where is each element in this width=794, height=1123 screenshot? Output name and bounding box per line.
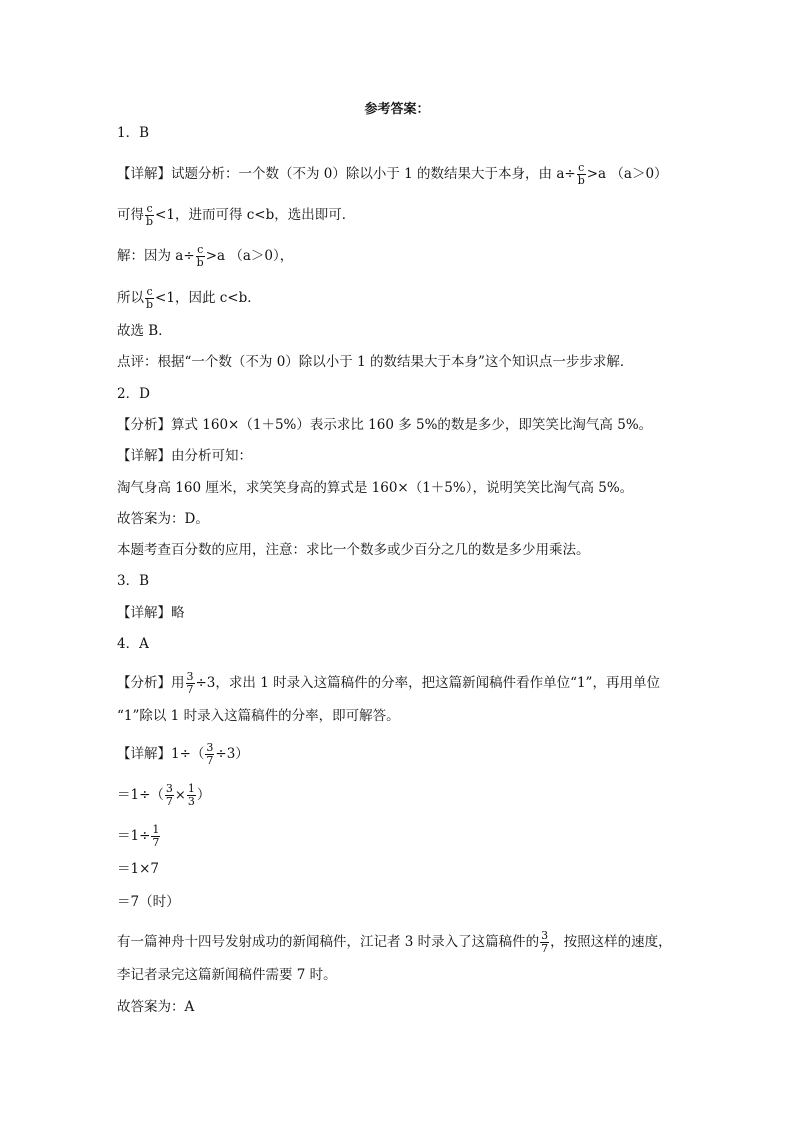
q1-detail-text-b: >a （a＞0）	[586, 166, 668, 182]
q2-answer: 2．D	[117, 386, 150, 402]
fraction-c-over-b: $\frac{c}{b}$	[577, 161, 585, 187]
q3-detail: 【详解】略	[117, 605, 185, 621]
q2-detail: 【详解】由分析可知：	[117, 448, 252, 464]
q1-solution-line-2: 所以 $\frac{c}{b}$ <1，因此 c<b．	[117, 285, 261, 311]
q4-analysis-line-1: 【分析】用 $\frac{3}{7}$ ÷3，求出 1 时录入这篇稿件的分率，把这篇新闻稿件看作单位“1”，再用单位	[117, 670, 660, 696]
q2-final-answer: 故答案为：D。	[117, 511, 209, 527]
q4-conclusion-line-2: 李记者录完这篇新闻稿件需要 7 时。	[117, 967, 337, 983]
times-sign: ×	[174, 788, 186, 803]
q4-final-answer: 故答案为：A	[117, 999, 195, 1015]
fraction-3-over-7: $\frac{3}{7}$	[186, 670, 194, 696]
fraction-1-over-3: $\frac{1}{3}$	[187, 782, 195, 808]
fraction-3-over-7: $\frac{3}{7}$	[165, 782, 173, 808]
q1-detail-line-2: 可得 $\frac{c}{b}$ <1，进而可得 c<b，选出即可．	[117, 202, 356, 228]
q4-detail-step-3: ＝1÷ $\frac{1}{7}$	[117, 823, 160, 849]
q1-answer: 1．B	[117, 125, 150, 141]
fraction-c-over-b: $\frac{c}{b}$	[146, 285, 154, 311]
fraction-c-over-b: $\frac{c}{b}$	[196, 243, 204, 269]
q1-comment: 点评：根据“一个数（不为 0）除以小于 1 的数结果大于本身”这个知识点一步步求解．	[117, 354, 634, 370]
q1-solution-line-1: 解：因为 a÷ $\frac{c}{b}$ >a （a＞0），	[117, 243, 294, 269]
fraction-3-over-7: $\frac{3}{7}$	[541, 929, 549, 955]
q4-detail-step-5: ＝7（时）	[117, 894, 180, 910]
page-title: 参考答案：	[364, 102, 430, 117]
q1-detail-line-1	[117, 161, 668, 187]
q3-answer: 3．B	[117, 573, 150, 589]
fraction-c-over-b: $\frac{c}{b}$	[146, 202, 154, 228]
q2-comment: 本题考查百分数的应用，注意：求比一个数多或少百分之几的数是多少用乘法。	[117, 542, 590, 558]
q4-detail-step-2: ＝1÷（ $\frac{3}{7}$ × $\frac{1}{3}$ ）	[117, 782, 211, 808]
q2-analysis: 【分析】算式 160×（1＋5%）表示求比 160 多 5%的数是多少，即笑笑比淘气高 5%。	[117, 417, 653, 433]
q4-analysis-line-2: “1”除以 1 时录入这篇稿件的分率，即可解答。	[117, 708, 400, 724]
q4-detail-step-4: ＝1×7	[117, 861, 159, 877]
q1-choice: 故选 B．	[117, 323, 172, 339]
q4-conclusion-line-1: 有一篇神舟十四号发射成功的新闻稿件，江记者 3 时录入了这篇稿件的 $\frac{3}{7}$ ，按照这样的速度，	[117, 929, 672, 955]
q1-detail-text-a: 【详解】试题分析：一个数（不为 0）除以小于 1 的数结果大于本身，由 a÷	[117, 166, 576, 182]
fraction-1-over-7: $\frac{1}{7}$	[152, 823, 160, 849]
q4-answer: 4．A	[117, 636, 149, 652]
fraction-3-over-7: $\frac{3}{7}$	[206, 741, 214, 767]
q4-detail-step-1: 【详解】1÷（ $\frac{3}{7}$ ÷3）	[117, 741, 249, 767]
q2-detail-body: 淘气身高 160 厘米，求笑笑身高的算式是 160×（1＋5%），说明笑笑比淘气高 5%。	[117, 480, 634, 496]
